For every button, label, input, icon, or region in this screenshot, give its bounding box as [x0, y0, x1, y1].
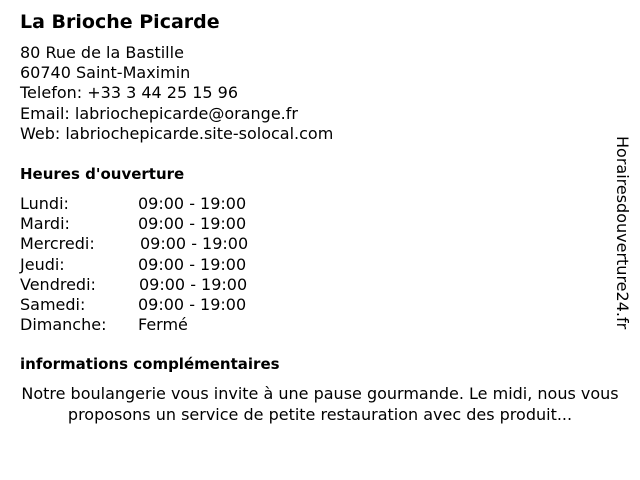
day-label: Jeudi: [20, 254, 65, 274]
additional-info-heading: informations complémentaires [20, 355, 280, 373]
day-label: Mercredi: [20, 234, 95, 254]
address-city: 60740 Saint-Maximin [20, 63, 191, 83]
hours-value: 09:00 - 19:00 [138, 294, 247, 314]
hours-row-saturday [20, 295, 280, 315]
email-address: Email: labriochepicarde@orange.fr [20, 103, 298, 123]
website-address: Web: labriochepicarde.site-solocal.com [20, 123, 334, 143]
hours-row-monday [20, 194, 280, 214]
hours-row-tuesday [20, 214, 280, 234]
day-label: Samedi: [20, 294, 86, 314]
hours-value: 09:00 - 19:00 [138, 214, 247, 234]
site-watermark-text: Horairesdouverture24.fr [613, 136, 632, 330]
additional-info-text: Notre boulangerie vous invite à une pause gourmande. Le midi, nous vous proposons un service de petite restauration avec des produit... [21, 384, 619, 424]
hours-value: 09:00 - 19:00 [140, 234, 249, 254]
day-label: Vendredi: [20, 274, 96, 294]
business-name: La Brioche Picarde [20, 11, 220, 33]
hours-value: 09:00 - 19:00 [139, 274, 248, 294]
hours-row-friday [20, 275, 280, 295]
hours-value: 09:00 - 19:00 [138, 254, 247, 274]
site-watermark [612, 136, 632, 346]
hours-value: Fermé [138, 315, 188, 335]
hours-row-wednesday [20, 234, 280, 254]
phone-number: Telefon: +33 3 44 25 15 96 [20, 83, 239, 103]
hours-value: 09:00 - 19:00 [138, 194, 247, 213]
opening-hours-heading: Heures d'ouverture [20, 165, 185, 183]
day-label: Dimanche: [20, 315, 107, 335]
address-street: 80 Rue de la Bastille [20, 43, 184, 62]
hours-row-thursday [20, 255, 280, 275]
day-label: Mardi: [20, 214, 70, 234]
day-label: Lundi: [20, 194, 69, 213]
hours-row-sunday [20, 315, 280, 335]
opening-hours-table [20, 194, 280, 335]
contact-block [20, 43, 333, 144]
